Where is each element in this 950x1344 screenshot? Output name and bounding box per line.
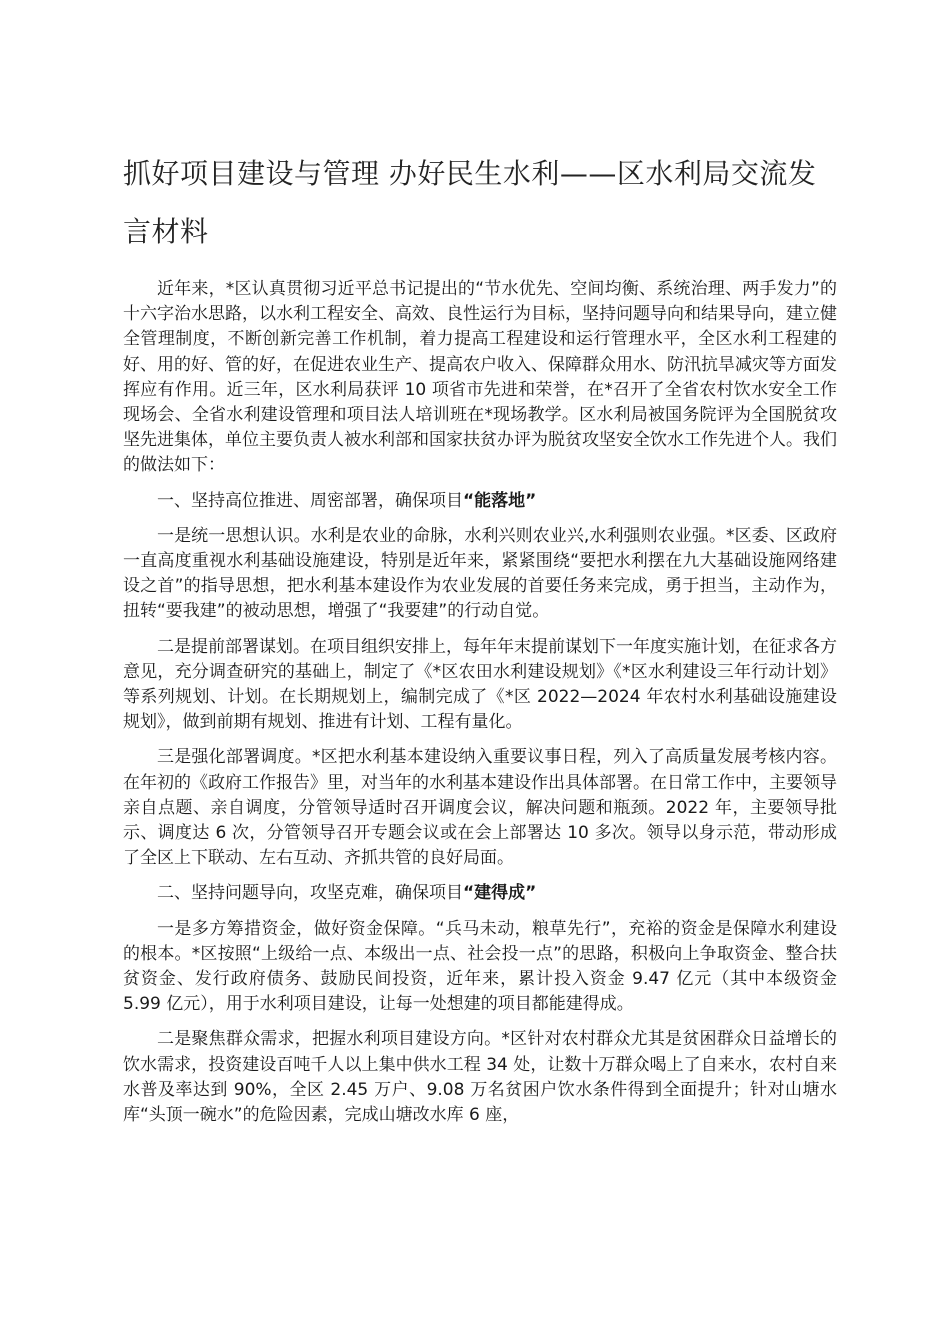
- paragraph-2-1: 一是多方筹措资金，做好资金保障。“兵马未动，粮草先行”，充裕的资金是保障水利建设的根本。*区按照“上级给一点、本级出一点、社会投一点”的思路，积极向上争取资金、整合扶贫资金、发行政府债务、鼓励民间投资，近年来，累计投入资金 9.47 亿元（其中本级资金 5.99 亿元），用于水利项目建设，让每一处想建的项目都能建得成。: [123, 918, 837, 1015]
- section-heading-2-lead: 二、坚持问题导向，攻坚克难，确保项目: [157, 883, 463, 904]
- section-heading-1-quoted: “能落地”: [463, 490, 537, 511]
- paragraph-1-3: 三是强化部署调度。*区把水利基本建设纳入重要议事日程，列入了高质量发展考核内容。在年初的《政府工作报告》里，对当年的水利基本建设作出具体部署。在日常工作中，主要领导亲自点题、亲自调度，分管领导适时召开调度会议，解决问题和瓶颈。2022 年，主要领导批示、调度达 6 次，分管领导召开专题会议或在会上部署达 10 多次。领导以身示范，带动形成了全区上下联动、左右互动、齐抓共管的良好局面。: [123, 747, 837, 869]
- section-heading-1: [123, 489, 837, 514]
- paragraph-2-2: 二是聚焦群众需求，把握水利项目建设方向。*区针对农村群众尤其是贫困群众日益增长的饮水需求，投资建设百吨千人以上集中供水工程 34 处，让数十万群众喝上了自来水，农村自来水普及率达到 90%，全区 2.45 万户、9.08 万名贫困户饮水条件得到全面提升；针对山塘水库“头顶一碗水”的危险因素，完成山塘改水库 6 座，: [123, 1029, 837, 1126]
- document-title: 抓好项目建设与管理 办好民生水利——区水利局交流发言材料: [123, 157, 817, 248]
- intro-paragraph: 近年来，*区认真贯彻习近平总书记提出的“节水优先、空间均衡、系统治理、两手发力”的十六字治水思路，以水利工程安全、高效、良性运行为目标，坚持问题导向和结果导向，建立健全管理制度，不断创新完善工作机制，着力提高工程建设和运行管理水平，全区水利工程建的好、用的好、管的好，在促进农业生产、提高农户收入、保障群众用水、防汛抗旱减灾等方面发挥应有作用。近三年，区水利局获评 10 项省市先进和荣誉，在*召开了全省农村饮水安全工作现场会、全省水利建设管理和项目法人培训班在*现场教学。区水利局被国务院评为全国脱贫攻坚先进集体，单位主要负责人被水利部和国家扶贫办评为脱贫攻坚安全饮水工作先进个人。我们的做法如下：: [123, 279, 837, 476]
- document-page: [123, 145, 837, 1138]
- paragraph-1-1: 一是统一思想认识。水利是农业的命脉，水利兴则农业兴,水利强则农业强。*区委、区政府一直高度重视水利基础设施建设，特别是近年来，紧紧围绕“要把水利摆在九大基础设施网络建设之首”的指导思想，把水利基本建设作为农业发展的首要任务来完成，勇于担当，主动作为，扭转“要我建”的被动思想，增强了“我要建”的行动自觉。: [123, 525, 837, 622]
- paragraph-1-2: 二是提前部署谋划。在项目组织安排上，每年年末提前谋划下一年度实施计划，在征求各方意见，充分调查研究的基础上，制定了《*区农田水利建设规划》《*区水利建设三年行动计划》等系列规划、计划。在长期规划上，编制完成了《*区 2022—2024 年农村水利基础设施建设规划》，做到前期有规划、推进有计划、工程有量化。: [123, 636, 837, 733]
- section-heading-1-lead: 一、坚持高位推进、周密部署，确保项目: [157, 490, 463, 511]
- section-heading-2-quoted: “建得成”: [463, 883, 537, 904]
- section-heading-2: [123, 881, 837, 906]
